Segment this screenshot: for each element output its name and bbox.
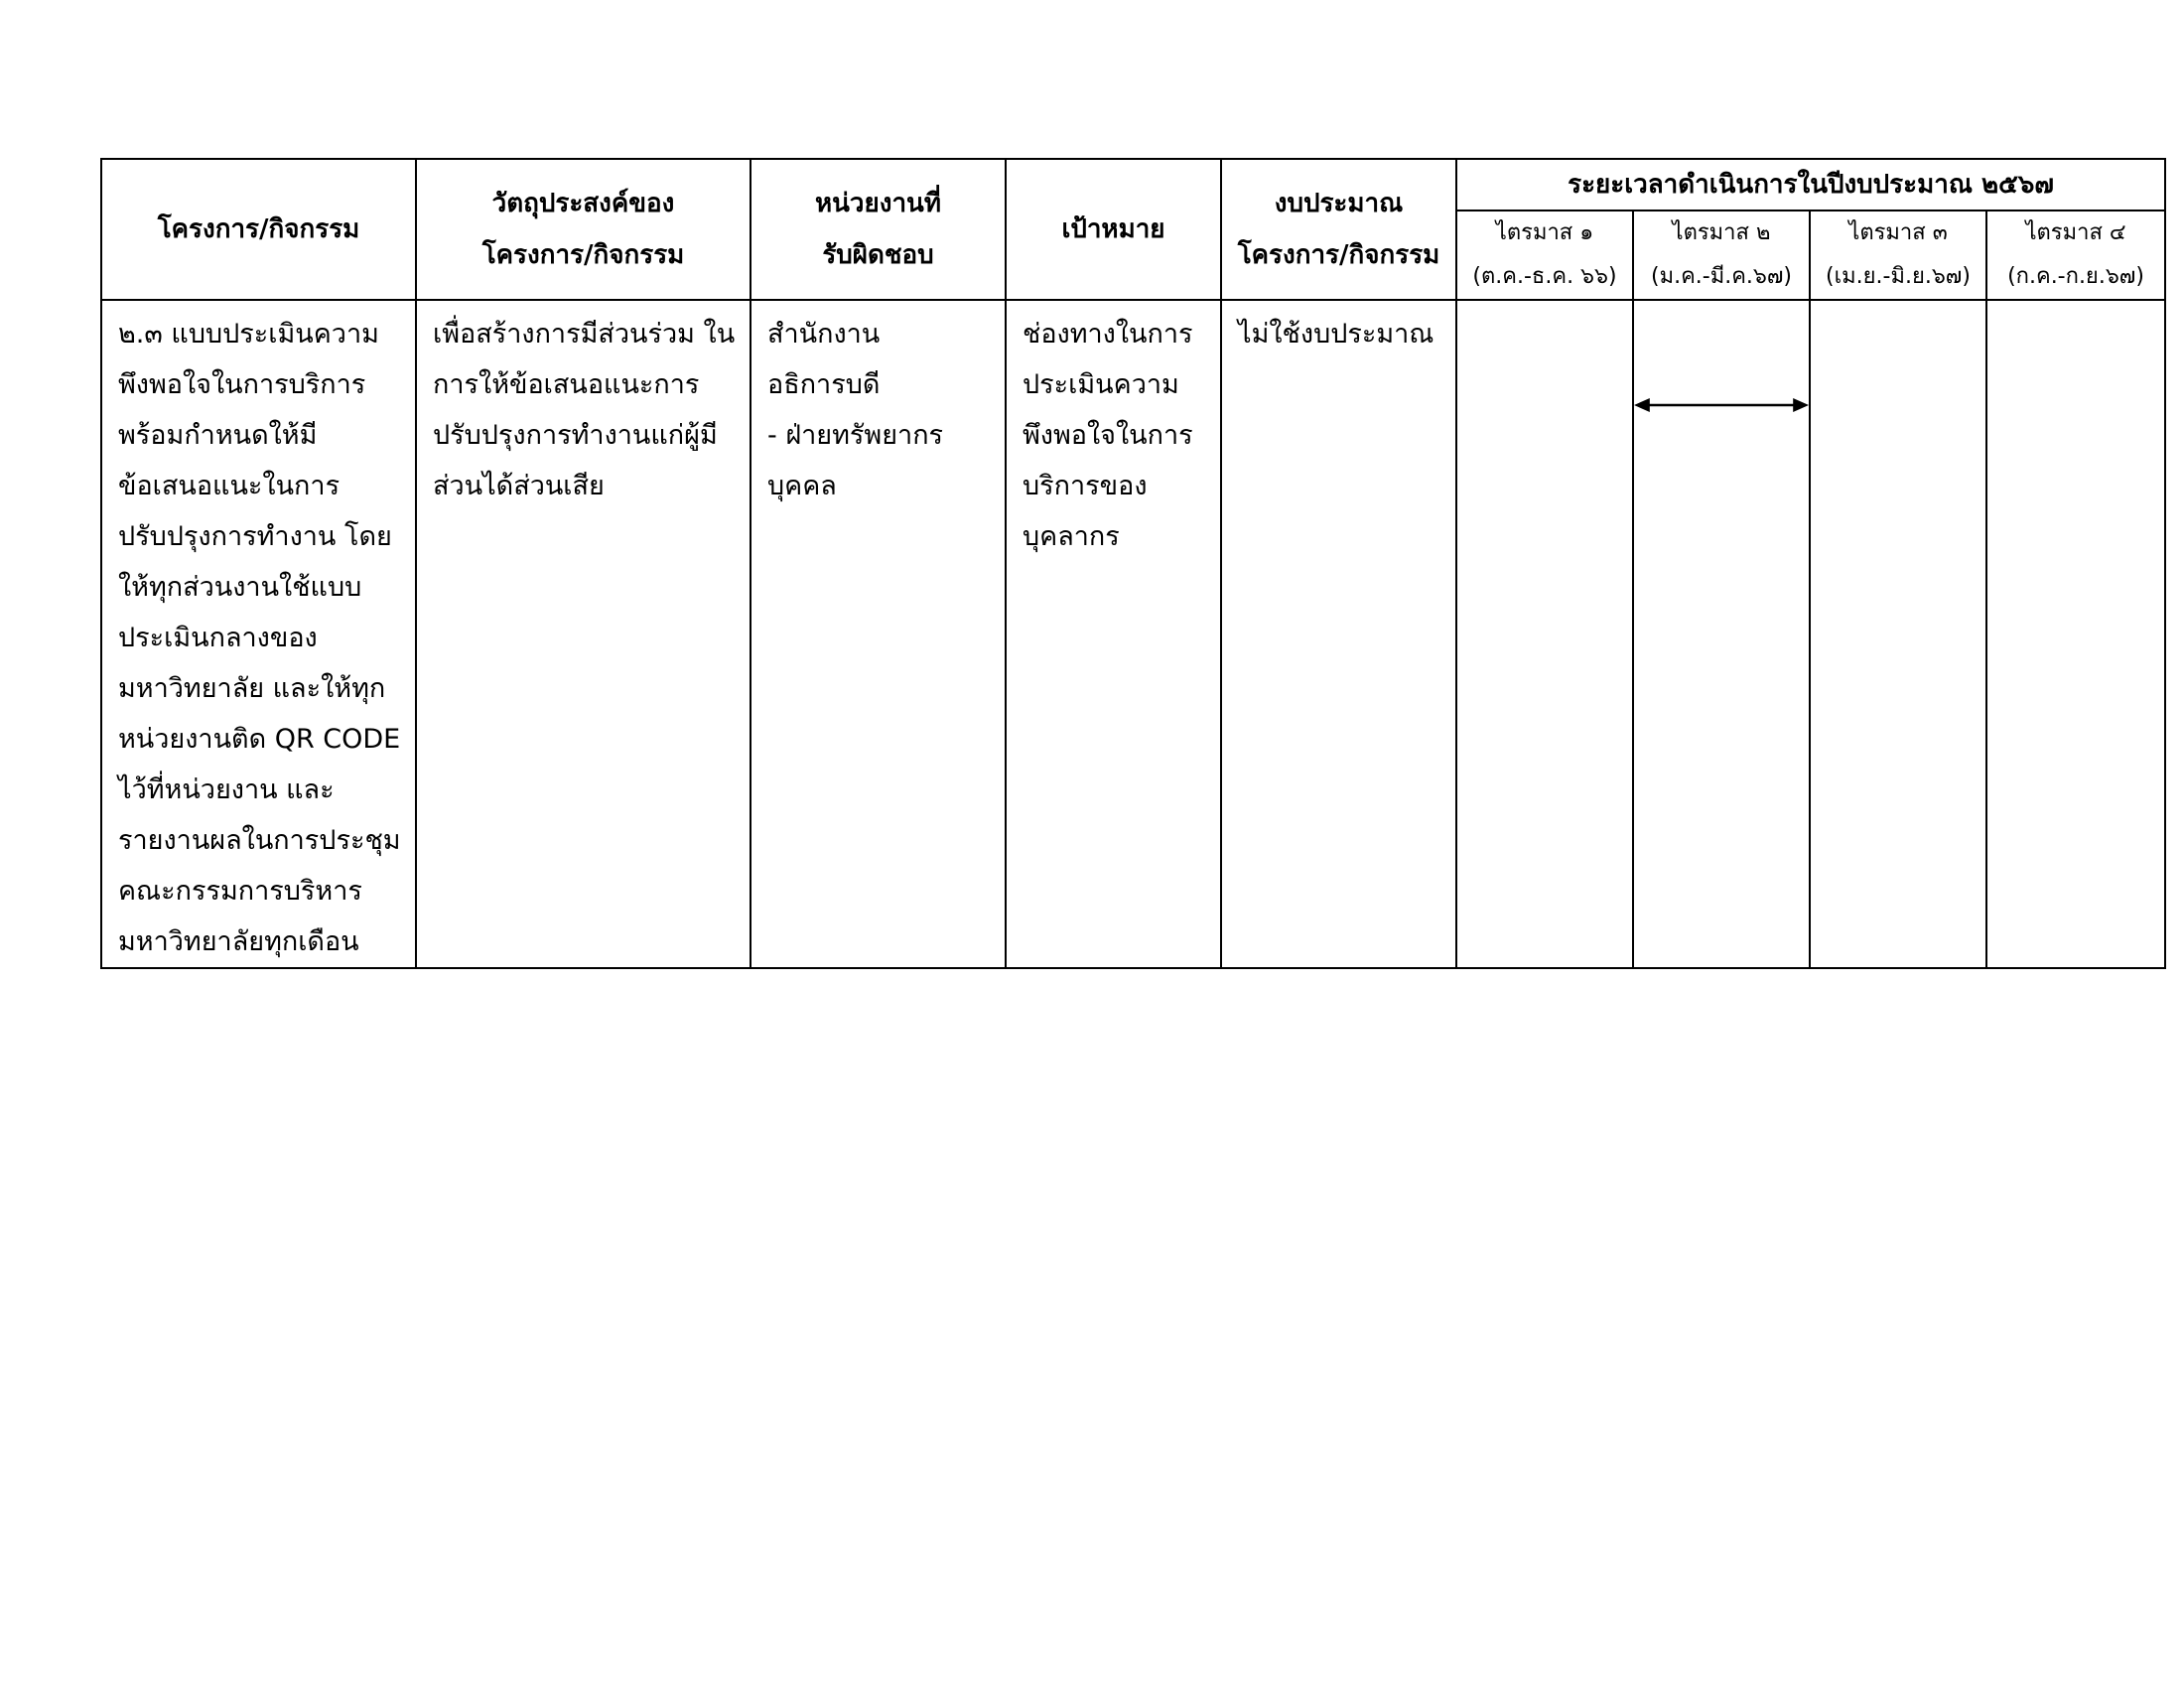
quarter-period: (ก.ค.-ก.ย.๖๗) [2007,264,2144,289]
cell-budget [1221,300,1456,968]
project-line: ๒.๓ แบบประเมินความ [118,319,379,350]
unit-line: อธิการบดี [767,369,881,400]
target-line: บุคลากร [1023,521,1120,552]
quarter-name: ไตรมาส ๓ [1848,220,1948,245]
cell-quarter-1 [1456,300,1633,968]
header-quarter-4 [1986,211,2165,300]
cell-unit [751,300,1006,968]
objective-line: การให้ข้อเสนอแนะการ [433,369,700,400]
project-plan-table [100,158,2166,969]
header-quarter-3 [1810,211,1986,300]
timeline-arrow-head-right [1793,398,1809,412]
cell-quarter-4 [1986,300,2165,968]
project-line: หน่วยงานติด QR CODE [118,724,401,755]
header-unit-line: หน่วยงานที่ [815,189,941,218]
header-unit [751,159,1006,300]
timeline-arrow-head-left [1634,398,1650,412]
header-project-label: โครงการ/กิจกรรม [157,214,360,244]
header-timeline [1456,159,2165,211]
quarter-period: (เม.ย.-มิ.ย.๖๗) [1826,264,1971,289]
cell-quarter-2 [1633,300,1810,968]
header-target-label: เป้าหมาย [1061,214,1165,244]
project-line: ข้อเสนอแนะในการ [118,471,341,501]
header-objective-line: โครงการ/กิจกรรม [481,240,685,270]
project-line: รายงานผลในการประชุม [118,825,401,856]
cell-quarter-3 [1810,300,1986,968]
project-line: มหาวิทยาลัย และให้ทุก [118,673,386,704]
header-quarter-2 [1633,211,1810,300]
header-objective-line: วัตถุประสงค์ของ [491,189,675,218]
target-line: ประเมินความ [1023,369,1179,400]
header-budget [1221,159,1456,300]
project-line: ประเมินกลางของ [118,623,318,653]
project-line: มหาวิทยาลัยทุกเดือน [118,926,359,957]
project-line: ไว้ที่หน่วยงาน และ [118,774,335,805]
unit-line: สำนักงาน [767,319,881,350]
objective-line: เพื่อสร้างการมีส่วนร่วม ใน [433,319,736,350]
quarter-name: ไตรมาส ๔ [2025,220,2126,245]
header-row [101,159,2165,211]
header-project [101,159,416,300]
unit-line: บุคคล [767,471,837,501]
project-line: ปรับปรุงการทำงาน โดย [118,521,392,552]
header-budget-line: งบประมาณ [1274,189,1404,218]
quarter-period: (ม.ค.-มี.ค.๖๗) [1650,264,1793,289]
objective-line: ส่วนได้ส่วนเสีย [433,471,605,501]
unit-line: - ฝ่ายทรัพยากร [767,420,944,451]
header-target [1006,159,1221,300]
cell-target [1006,300,1221,968]
quarter-name: ไตรมาส ๑ [1495,220,1594,245]
quarter-period: (ต.ค.-ธ.ค. ๖๖) [1472,264,1617,289]
table-row [101,300,2165,968]
target-line: บริการของ [1023,471,1148,501]
header-budget-line: โครงการ/กิจกรรม [1237,240,1440,270]
header-objective [416,159,751,300]
header-unit-line: รับผิดชอบ [822,240,934,270]
cell-project [101,300,416,968]
project-line: คณะกรรมการบริหาร [118,876,362,907]
project-line: พึงพอใจในการบริการ [118,369,366,400]
target-line: พึงพอใจในการ [1023,420,1193,451]
quarter-name: ไตรมาส ๒ [1672,220,1771,245]
cell-objective [416,300,751,968]
target-line: ช่องทางในการ [1023,319,1193,350]
project-line: พร้อมกำหนดให้มี [118,420,318,451]
timeline-arrow-icon [1634,397,1809,413]
header-quarter-1 [1456,211,1633,300]
budget-value: ไม่ใช้งบประมาณ [1238,319,1434,350]
project-line: ให้ทุกส่วนงานใช้แบบ [118,572,362,603]
header-timeline-label: ระยะเวลาดำเนินการในปีงบประมาณ ๒๕๖๗ [1568,170,2054,200]
objective-line: ปรับปรุงการทำงานแก่ผู้มี [433,420,718,451]
